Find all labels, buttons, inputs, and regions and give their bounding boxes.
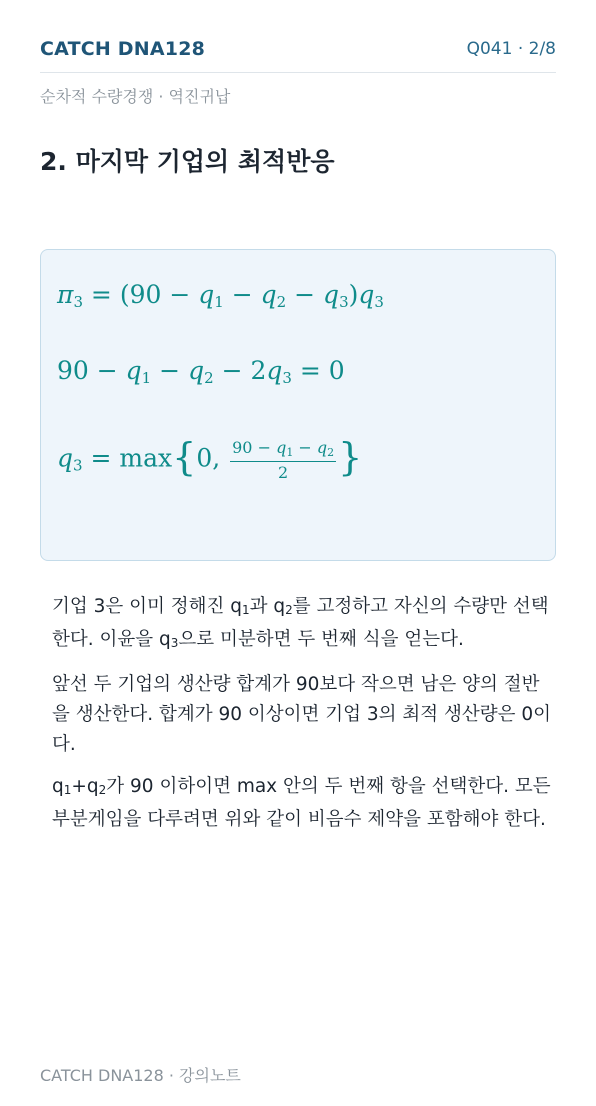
topic-subtitle: 순차적 수량경쟁 · 역진귀납 [40, 87, 231, 106]
first-order-condition: $90 - q_1 - q_2 - 2q_3 = 0$ [57, 356, 345, 387]
profit-equation: $\pi_3 = (90 - q_1 - q_2 - q_3)q_3$ [57, 280, 384, 311]
page-header [40, 36, 556, 73]
paragraph-1: 기업 3은 이미 정해진 $q_1$과 $q_2$를 고정하고 자신의 수량만 선택한다. 이윤을 $q_3$으로 미분하면 두 번째 식을 얻는다. [52, 596, 549, 650]
brand-title: CATCH DNA128 [40, 38, 206, 60]
question-counter: Q041 · 2/8 [466, 39, 556, 59]
paragraph-3: $q_1+q_2$가 90 이하이면 max 안의 두 번째 항을 선택한다. 모든 부분게임을 다루려면 위와 같이 비음수 제약을 포함해야 한다. [52, 776, 551, 830]
lecture-page [40, 0, 556, 1106]
section-title: 2. 마지막 기업의 최적반응 [40, 147, 335, 176]
formula-box [40, 249, 556, 561]
paragraph-2: 앞선 두 기업의 생산량 합계가 90보다 작으면 남은 양의 절반을 생산한다. 합계가 90 이상이면 기업 3의 최적 생산량은 0이다. [52, 674, 552, 755]
page-footer: CATCH DNA128 · 강의노트 [40, 1066, 241, 1085]
best-response-equation: $q_3 = \max\{0$, $\frac{90 - q_1 - q_2}{2}$ } [57, 435, 363, 482]
fraction: $\frac{90 - q_1 - q_2}{2}$ [232, 438, 335, 482]
explanation-text [52, 592, 552, 847]
